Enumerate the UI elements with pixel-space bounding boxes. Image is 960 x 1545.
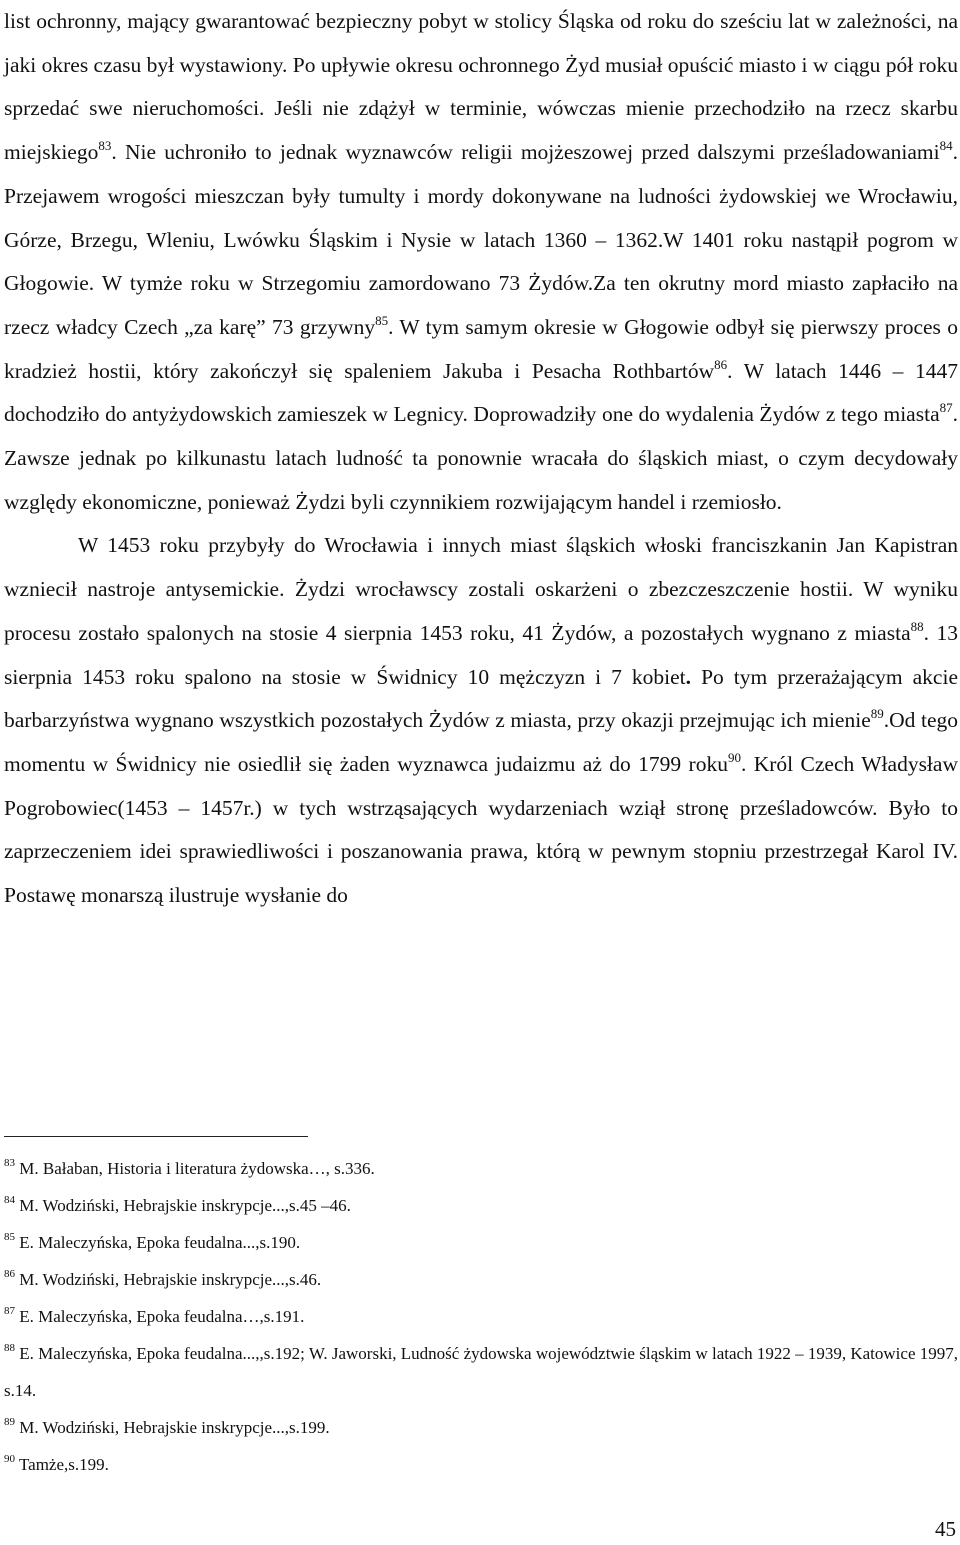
paragraph <box>4 0 958 524</box>
text-run: . Przejawem wrogości mieszczan były tumulty i mordy dokonywane na ludności żydowskiej we Wrocławiu, Górze, Brzegu, Wleniu, Lwówku Śląskim i Nysie w latach 1360 – 1362.W 1401 roku nastąpił pogrom w Głogowie. W tymże roku w Strzegomiu zamordowano 73 Żydów.Za ten okrutny mord miasto zapłaciło na rzecz władcy Czech „za karę” 73 grzywny <box>4 140 958 339</box>
footnote-text: M. Wodziński, Hebrajskie inskrypcje...,s.46. <box>19 1270 322 1289</box>
footnote <box>4 1224 958 1261</box>
text-run: .Od tego momentu w Świdnicy nie osiedlił się żaden wyznawca judaizmu aż do 1799 roku <box>4 708 958 776</box>
bold-period: . <box>685 664 692 689</box>
body-text <box>4 0 958 918</box>
footnote-number: 84 <box>4 1194 15 1206</box>
text-run: . Zawsze jednak po kilkunastu latach ludność ta ponownie wracała do śląskich miast, o czym decydowały względy ekonomiczne, ponieważ Żydzi byli czynnikiem rozwijającym handel i rzemiosło. <box>4 402 958 514</box>
footnote-separator <box>4 1136 308 1137</box>
footnote-number: 88 <box>4 1342 15 1354</box>
footnote-ref: 90 <box>727 749 741 765</box>
footnote <box>4 1261 958 1298</box>
footnote <box>4 1298 958 1335</box>
footnote-ref: 88 <box>910 618 924 634</box>
footnote-number: 83 <box>4 1157 15 1169</box>
text-run: Po tym przerażającym akcie barbarzyństwa wygnano wszystkich pozostałych Żydów z miasta, przy okazji przejmując ich mienie <box>4 664 958 733</box>
footnotes <box>4 1150 958 1483</box>
footnote <box>4 1150 958 1187</box>
footnote-text: E. Maleczyńska, Epoka feudalna...,,s.192; W. Jaworski, Ludność żydowska województwie śląskim w latach 1922 – 1939, Katowice 1997, s.14. <box>4 1344 959 1400</box>
footnote-ref: 83 <box>98 138 112 154</box>
paragraph <box>4 524 958 917</box>
footnote-ref: 84 <box>939 138 953 154</box>
footnote-number: 86 <box>4 1268 15 1280</box>
text-run: . 13 sierpnia 1453 roku spalono na stosie w Świdnicy 10 mężczyzn i 7 kobiet <box>4 620 958 689</box>
text-run: . Nie uchroniło to jednak wyznawców religii mojżeszowej przed dalszymi prześladowaniami <box>111 140 940 165</box>
footnote <box>4 1187 958 1224</box>
footnote-ref: 89 <box>870 706 884 722</box>
footnote <box>4 1446 958 1483</box>
footnote-text: M. Wodziński, Hebrajskie inskrypcje...,s.199. <box>19 1418 330 1437</box>
footnote-text: E. Maleczyńska, Epoka feudalna...,s.190. <box>19 1233 301 1252</box>
footnote-text: E. Maleczyńska, Epoka feudalna…,s.191. <box>19 1307 305 1326</box>
page-number: 45 <box>935 1517 956 1541</box>
footnote-text: Tamże,s.199. <box>18 1455 109 1474</box>
footnote <box>4 1409 958 1446</box>
footnote-ref: 85 <box>375 312 389 328</box>
footnote-ref: 86 <box>714 356 728 372</box>
footnote-number: 90 <box>4 1453 15 1465</box>
footnote-text: M. Bałaban, Historia i literatura żydowska…, s.336. <box>19 1159 375 1178</box>
text-run: . W latach 1446 – 1447 dochodziło do antyżydowskich zamieszek w Legnicy. Doprowadziły one do wydalenia Żydów z tego miasta <box>4 358 958 427</box>
text-run: . Król Czech Władysław Pogrobowiec(1453 – 1457r.) w tych wstrząsających wydarzeniach wziął stronę prześladowców. Było to zaprzeczeniem idei sprawiedliwości i poszanowania prawa, którą w pewnym stopniu przestrzegał Karol IV. Postawę monarszą ilustruje wysłanie do <box>4 751 958 908</box>
footnote-number: 87 <box>4 1305 15 1317</box>
text-run: W 1453 roku przybyły do Wrocławia i innych miast śląskich włoski franciszkanin Jan Kapistran wzniecił nastroje antysemickie. Żydzi wrocławscy zostali oskarżeni o zbezczeszczenie hostii. W wyniku procesu zostało spalonych na stosie 4 sierpnia 1453 roku, 41 Żydów, a pozostałych wygnano z miasta <box>4 533 958 645</box>
text-run: list ochronny, mający gwarantować bezpieczny pobyt w stolicy Śląska od roku do sześciu lat w zależności, na jaki okres czasu był wystawiony. Po upływie okresu ochronnego Żyd musiał opuścić miasto i w ciągu pół roku sprzedać swe nieruchomości. Jeśli nie zdążył w terminie, wówczas mienie przechodziło na rzecz skarbu miejskiego <box>4 9 958 165</box>
footnote-ref: 87 <box>939 400 953 416</box>
footnote-number: 85 <box>4 1231 15 1243</box>
text-run: . W tym samym okresie w Głogowie odbył się pierwszy proces o kradzież hostii, który zakończył się spaleniem Jakuba i Pesacha Rothbartów <box>4 314 958 383</box>
footnote <box>4 1335 958 1409</box>
footnote-number: 89 <box>4 1416 15 1428</box>
footnote-text: M. Wodziński, Hebrajskie inskrypcje...,s.45 –46. <box>19 1196 351 1215</box>
